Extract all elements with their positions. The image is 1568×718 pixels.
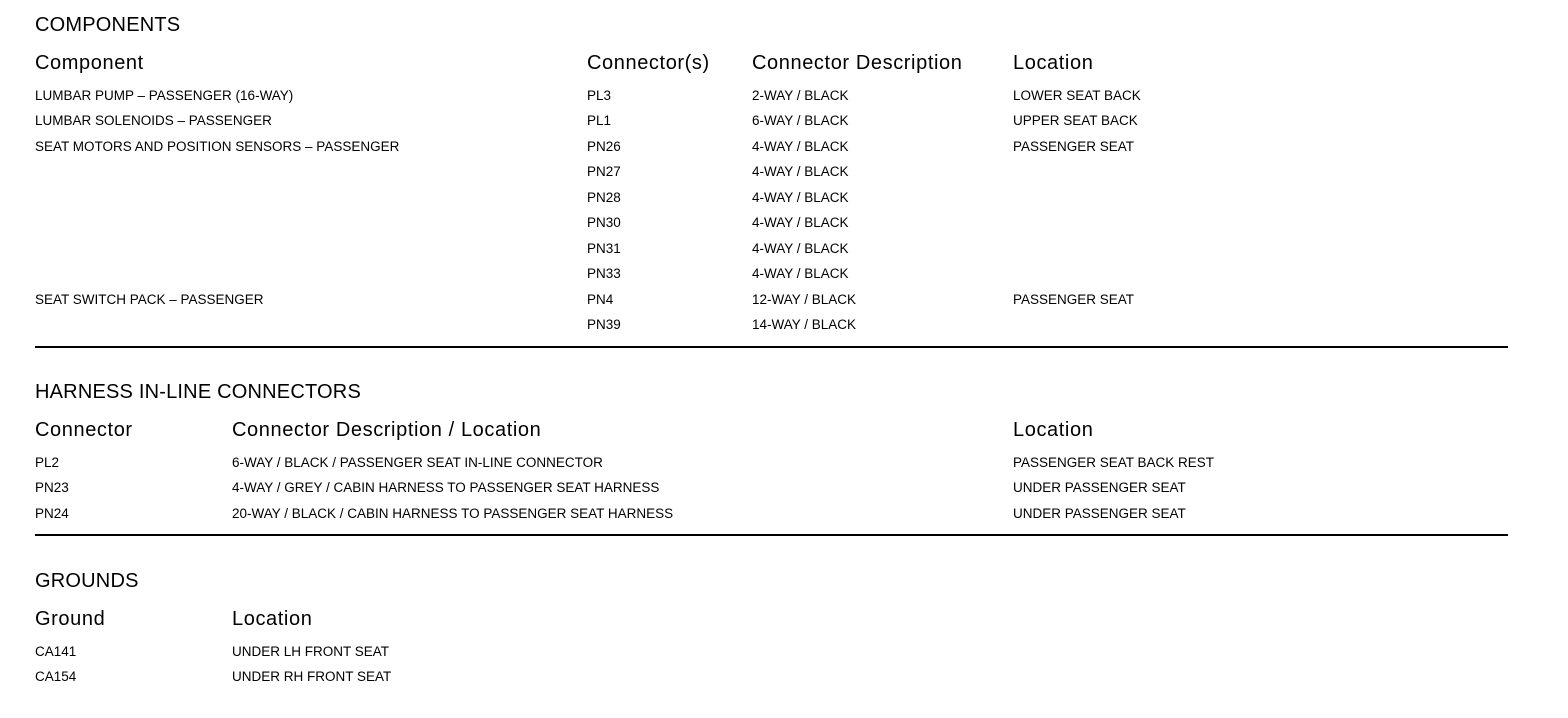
header-connector-description-location: Connector Description / Location bbox=[232, 419, 542, 441]
connector-cell: PN33 bbox=[587, 266, 621, 281]
connector-cell: PN28 bbox=[587, 190, 621, 205]
description-cell: 20-WAY / BLACK / CABIN HARNESS TO PASSENGER SEAT HARNESS bbox=[232, 506, 674, 521]
header-location: Location bbox=[1013, 419, 1094, 441]
description-cell: 4-WAY / GREY / CABIN HARNESS TO PASSENGER SEAT HARNESS bbox=[232, 480, 660, 495]
ground-cell: CA141 bbox=[35, 644, 77, 659]
location-cell: UNDER RH FRONT SEAT bbox=[232, 669, 392, 684]
connector-cell: PN24 bbox=[35, 506, 69, 521]
connector-cell: PL1 bbox=[587, 113, 612, 128]
ground-cell: CA154 bbox=[35, 669, 77, 684]
location-cell: PASSENGER SEAT BACK REST bbox=[1013, 455, 1215, 470]
description-cell: 12-WAY / BLACK bbox=[752, 292, 857, 307]
description-cell: 4-WAY / BLACK bbox=[752, 266, 849, 281]
connector-cell: PN23 bbox=[35, 480, 69, 495]
header-connector: Connector bbox=[35, 419, 133, 441]
description-cell: 4-WAY / BLACK bbox=[752, 164, 849, 179]
section-divider bbox=[35, 534, 1508, 536]
description-cell: 4-WAY / BLACK bbox=[752, 190, 849, 205]
connector-cell: PN27 bbox=[587, 164, 621, 179]
components-title: COMPONENTS bbox=[35, 14, 181, 36]
component-cell: LUMBAR SOLENOIDS – PASSENGER bbox=[35, 113, 272, 128]
connector-cell: PN31 bbox=[587, 241, 621, 256]
location-cell: UNDER PASSENGER SEAT bbox=[1013, 506, 1186, 521]
section-divider bbox=[35, 346, 1508, 348]
component-cell: SEAT MOTORS AND POSITION SENSORS – PASSENGER bbox=[35, 139, 400, 154]
description-cell: 2-WAY / BLACK bbox=[752, 88, 849, 103]
description-cell: 4-WAY / BLACK bbox=[752, 215, 849, 230]
connector-cell: PN4 bbox=[587, 292, 614, 307]
description-cell: 4-WAY / BLACK bbox=[752, 241, 849, 256]
header-connector-description: Connector Description bbox=[752, 52, 963, 74]
connector-cell: PN39 bbox=[587, 317, 621, 332]
location-cell: UNDER LH FRONT SEAT bbox=[232, 644, 390, 659]
connector-cell: PL2 bbox=[35, 455, 60, 470]
harness-title: HARNESS IN-LINE CONNECTORS bbox=[35, 381, 361, 403]
connector-cell: PN26 bbox=[587, 139, 621, 154]
grounds-title: GROUNDS bbox=[35, 570, 139, 592]
location-cell: PASSENGER SEAT bbox=[1013, 139, 1135, 154]
location-cell: UNDER PASSENGER SEAT bbox=[1013, 480, 1186, 495]
description-cell: 6-WAY / BLACK bbox=[752, 113, 849, 128]
header-location: Location bbox=[232, 608, 313, 630]
connector-cell: PN30 bbox=[587, 215, 621, 230]
component-cell: SEAT SWITCH PACK – PASSENGER bbox=[35, 292, 264, 307]
header-ground: Ground bbox=[35, 608, 106, 630]
header-location: Location bbox=[1013, 52, 1094, 74]
description-cell: 4-WAY / BLACK bbox=[752, 139, 849, 154]
header-component: Component bbox=[35, 52, 144, 74]
component-cell: LUMBAR PUMP – PASSENGER (16-WAY) bbox=[35, 88, 294, 103]
connector-cell: PL3 bbox=[587, 88, 612, 103]
header-connectors: Connector(s) bbox=[587, 52, 710, 74]
location-cell: PASSENGER SEAT bbox=[1013, 292, 1135, 307]
description-cell: 6-WAY / BLACK / PASSENGER SEAT IN-LINE CONNECTOR bbox=[232, 455, 603, 470]
location-cell: LOWER SEAT BACK bbox=[1013, 88, 1141, 103]
description-cell: 14-WAY / BLACK bbox=[752, 317, 857, 332]
location-cell: UPPER SEAT BACK bbox=[1013, 113, 1138, 128]
